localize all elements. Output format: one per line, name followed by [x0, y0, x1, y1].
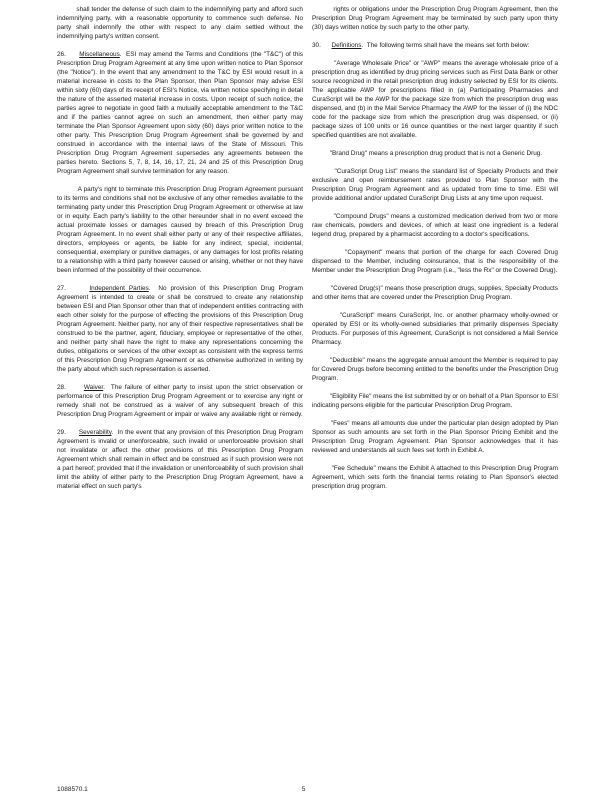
section-number: 26. — [57, 51, 66, 58]
section-heading: Definitions — [331, 42, 362, 49]
paragraph-text: "Compound Drugs" means a customized medication derived from two or more raw chemicals, powders and devices, of which at least one ingredient is a federal legend drug, prepared by a pharmacist according to a doctor's specifications. — [312, 213, 558, 238]
paragraph-text: "Eligibility File" means the list submitted by or on behalf of a Plan Sponsor to ESI indicating persons eligible for the particular Prescription Drug Program. — [312, 393, 558, 409]
paragraph: 26. Miscellaneous. ESI may amend the Terms and Conditions (the "T&C") of this Prescription Drug Program Agreement at any time upon written notice to Plan Sponsor (the "Notice"). In the event that any amendment to the T&C by ESI would result in a material increase in costs to the Plan Sponsor, then Plan Sponsor may advise ESI within sixty (60) days of its receipt of ESI's Notice, via written notice specifying in detail the nature of the asserted material increase in costs. Upon receipt of such notice, the parties agree to negotiate in good faith a mutually acceptable amendment to the T&C and if the parties cannot agree on such an amendment, then either party may terminate the Plan Sponsor Agreement upon sixty (60) days prior written notice to the other party. This Prescription Drug Program Agreement shall be governed by and construed in accordance with the internal laws of the State of Missouri. This Prescription Drug Program Agreement supersedes any agreements between the parties hereto. Sections 5, 7, 8, 14, 16, 17, 21, 24 and 25 of this Prescription Drug Program Agreement shall survive termination for any reason. — [57, 51, 304, 175]
paragraph-text: "Fees" means all amounts due under the particular plan design adopted by Plan Sponsor as such amounts are set forth in the Plan Sponsor Pricing Exhibit and the Prescription Drug Program Agreement. Plan Sponsor acknowledges that it has reviewed and understands all such fees set forth in Exhibit A. — [312, 420, 558, 454]
right-column — [312, 5, 558, 500]
paragraph — [312, 356, 558, 383]
section-number: 30. — [312, 42, 321, 49]
section-heading: Severability — [78, 429, 112, 436]
paragraph-text: "Copayment" means that portion of the charge for each Covered Drug dispensed to the Member, including coinsurance, that is the responsibility of the Member under the Prescription Drug Program (i.e., "less the Rx" or the Covered Drug). — [312, 249, 558, 274]
paragraph-text: "Fee Schedule" means the Exhibit A attached to this Prescription Drug Program Agreement, which sets forth the financial terms relating to Plan Sponsor's elected prescription drug program. — [312, 465, 558, 490]
paragraph: 27. Independent Parties. No provision of this Prescription Drug Program Agreement is intended to create or shall be construed to create any relationship between ESI and Plan Sponsor other than that of independent entities contracting with each other solely for the purpose of effecting the provisions of this Prescription Drug Program Agreement. Neither party, nor any of their respective representatives shall be construed to be the partner, agent, fiduciary, employee or representative of the other, and neither party shall have the right to make any representations concerning the duties, obligations or services of the other except as consistent with the express terms of this Prescription Drug Program Agreement or as otherwise authorized in writing by the party about which such representation is asserted. — [57, 285, 304, 373]
paragraph-text: In the event that any provision of this Prescription Drug Program Agreement is invalid or unenforceable, such invalid or unenforceable provision shall not invalidate or affect the other provisions of this Prescription Drug Program Agreement which shall remain in effect and be construed as if such provision were not a part hereof; provided that if the invalidation or unenforceability of such provision shall limit the ability of either party to the Prescription Drug Program Agreement, have a material effect on such party's — [57, 429, 304, 490]
paragraph — [57, 185, 303, 275]
page-number: 5 — [301, 786, 306, 793]
paragraph: 29. Severability. In the event that any provision of this Prescription Drug Program Agreement is invalid or unenforceable, such invalid or unenforceable provision shall not invalidate or affect the other provisions of this Prescription Drug Program Agreement which shall remain in effect and be construed as if such provision were not a part hereof; provided that if the invalidation or unenforceability of such provision shall limit the ability of either party to the Prescription Drug Program Agreement, have a material effect on such party's — [57, 429, 304, 490]
paragraph — [57, 5, 303, 41]
section-heading: Waiver — [83, 384, 104, 391]
paragraph — [312, 419, 558, 455]
document-id: 1088570.1 — [57, 786, 88, 793]
paragraph-text: shall tender the defense of such claim to the indemnifying party and afford such indemnifying party, with a reasonable opportunity to commence such defense. No party shall indemnify the other with respect to any claim settled without the indemnifying party's written consent. — [57, 6, 303, 40]
paragraph — [312, 5, 558, 32]
section-number: 28. — [57, 384, 66, 391]
paragraph-text: No provision of this Prescription Drug Program Agreement is intended to create or shall be construed to create any relationship between ESI and Plan Sponsor other than that of independent entities contracting with each other solely for the purpose of effecting the provisions of this Prescription Drug Program Agreement. Neither party, nor any of their respective representatives shall be construed to be the partner, agent, fiduciary, employee or representative of the other, and neither party shall have the right to make any representations concerning the duties, obligations or services of the other except as consistent with the express terms of this Prescription Drug Program Agreement or as otherwise authorized in writing by the party about which such representation is asserted. — [57, 285, 304, 373]
paragraph — [312, 464, 558, 491]
paragraph-text: "Brand Drug" means a prescription drug product that is not a Generic Drug. — [329, 150, 543, 157]
paragraph-text: ESI may amend the Terms and Conditions (the "T&C") of this Prescription Drug Program Agreement at any time upon written notice to Plan Sponsor (the "Notice"). In the event that any amendment to the T&C by ESI would result in a material increase in costs to the Plan Sponsor, then Plan Sponsor may advise ESI within sixty (60) days of its receipt of ESI's Notice, via written notice specifying in detail the nature of the asserted material increase in costs. Upon receipt of such notice, the parties agree to negotiate in good faith a mutually acceptable amendment to the T&C and if the parties cannot agree on such an amendment, then either party may terminate the Plan Sponsor Agreement upon sixty (60) days prior written notice to the other party. This Prescription Drug Program Agreement shall be governed by and construed in accordance with the internal laws of the State of Missouri. This Prescription Drug Program Agreement supersedes any agreements between the parties hereto. Sections 5, 7, 8, 14, 16, 17, 21, 24 and 25 of this Prescription Drug Program Agreement shall survive termination for any reason. — [57, 51, 304, 175]
paragraph-text: "CuraScript" means CuraScript, Inc. or another pharmacy wholly-owned or operated by ESI or its wholly-owned subsidiaries that primarily dispenses Specialty Products. For purposes of this Agreement, CuraScript is not considered a Mail Service Pharmacy. — [312, 312, 558, 346]
paragraph-text: rights or obligations under the Prescription Drug Program Agreement, then the Prescription Drug Program Agreement may be terminated by such party upon thirty (30) days written notice by such party to the other party. — [312, 6, 558, 31]
left-column — [57, 5, 303, 500]
paragraph-text: The failure of either party to insist upon the strict observation or performance of this Prescription Drug Program Agreement or to exercise any right or remedy shall not be construed as a waiver of any subsequent breach of this Prescription Drug Program Agreement or impair or waive any available right or remedy. — [57, 384, 303, 418]
section-heading: Independent Parties — [89, 285, 149, 292]
section-heading: Miscellaneous — [79, 51, 120, 58]
paragraph-text: "CuraScript Drug List" means the standard list of Specialty Products and their exclusive and open reimbursement rates provided to Plan Sponsor with the Prescription Drug Program Agreement and as updated from time to time. ESI will provide additional and/or updated CuraScript Drug Lists at any time upon request. — [312, 168, 558, 202]
paragraph — [312, 149, 558, 158]
paragraph — [312, 167, 558, 203]
paragraph — [312, 248, 558, 275]
paragraph: 28. Waiver. The failure of either party to insist upon the strict observation or performance of this Prescription Drug Program Agreement or to exercise any right or remedy shall not be construed as a waiver of any subsequent breach of this Prescription Drug Program Agreement or impair or waive any available right or remedy. — [57, 384, 303, 418]
paragraph — [312, 392, 558, 410]
section-number: 29. — [57, 429, 66, 436]
paragraph: 30. Definitions. The following terms shall have the means set forth below: — [312, 42, 530, 49]
paragraph — [312, 212, 558, 239]
paragraph-text: "Average Wholesale Price" or "AWP" means the average wholesale price of a prescription drug as identified by drug pricing services such as First Data Bank or other source recognized in the retail prescription drug industry selected by ESI for its clients. The applicable AWP for prescriptions filled in (a) Participating Pharmacies and CuraScript will be the AWP for the package size from which the prescription drug was dispensed, and (b) in the Mail Service Pharmacy the AWP for the lesser of (i) the NDC code for the package size from which the prescription drug was dispensed, or (ii) package sizes of 100 units or 16 ounce quantities or the next larger quantity if such specified quantities are not available. — [312, 60, 558, 139]
paragraph — [312, 284, 558, 302]
paragraph-text: "Deductible" means the aggregate annual amount the Member is required to pay for Covered Drugs before becoming entitled to the benefits under the Prescription Drug Program. — [312, 357, 558, 382]
section-number: 27. — [57, 285, 66, 292]
paragraph-text: "Covered Drug(s)" means those prescription drugs, supplies, Specialty Products and other items that are covered under the Prescription Drug Program. — [312, 285, 558, 301]
paragraph — [312, 59, 558, 140]
paragraph-text: The following terms shall have the means set forth below: — [366, 42, 530, 49]
paragraph — [312, 311, 558, 347]
paragraph-text: A party's right to terminate this Prescription Drug Program Agreement pursuant to its terms and conditions shall not be exclusive of any other remedies available to the terminating party under this Prescription Drug Program Agreement or otherwise at law or in equity. Each party's liability to the other hereunder shall in no event exceed the actual proximate losses or damages caused by breach of this Prescription Drug Program Agreement. In no event shall either party or any of their respective affiliates, directors, employees or agents, be liable for any indirect, special, incidental, consequential, exemplary or punitive damages, or any damages for lost profits relating to a relationship with a third party however caused or arising, whether or not they have been informed of the possibility of their occurrence. — [57, 186, 303, 274]
